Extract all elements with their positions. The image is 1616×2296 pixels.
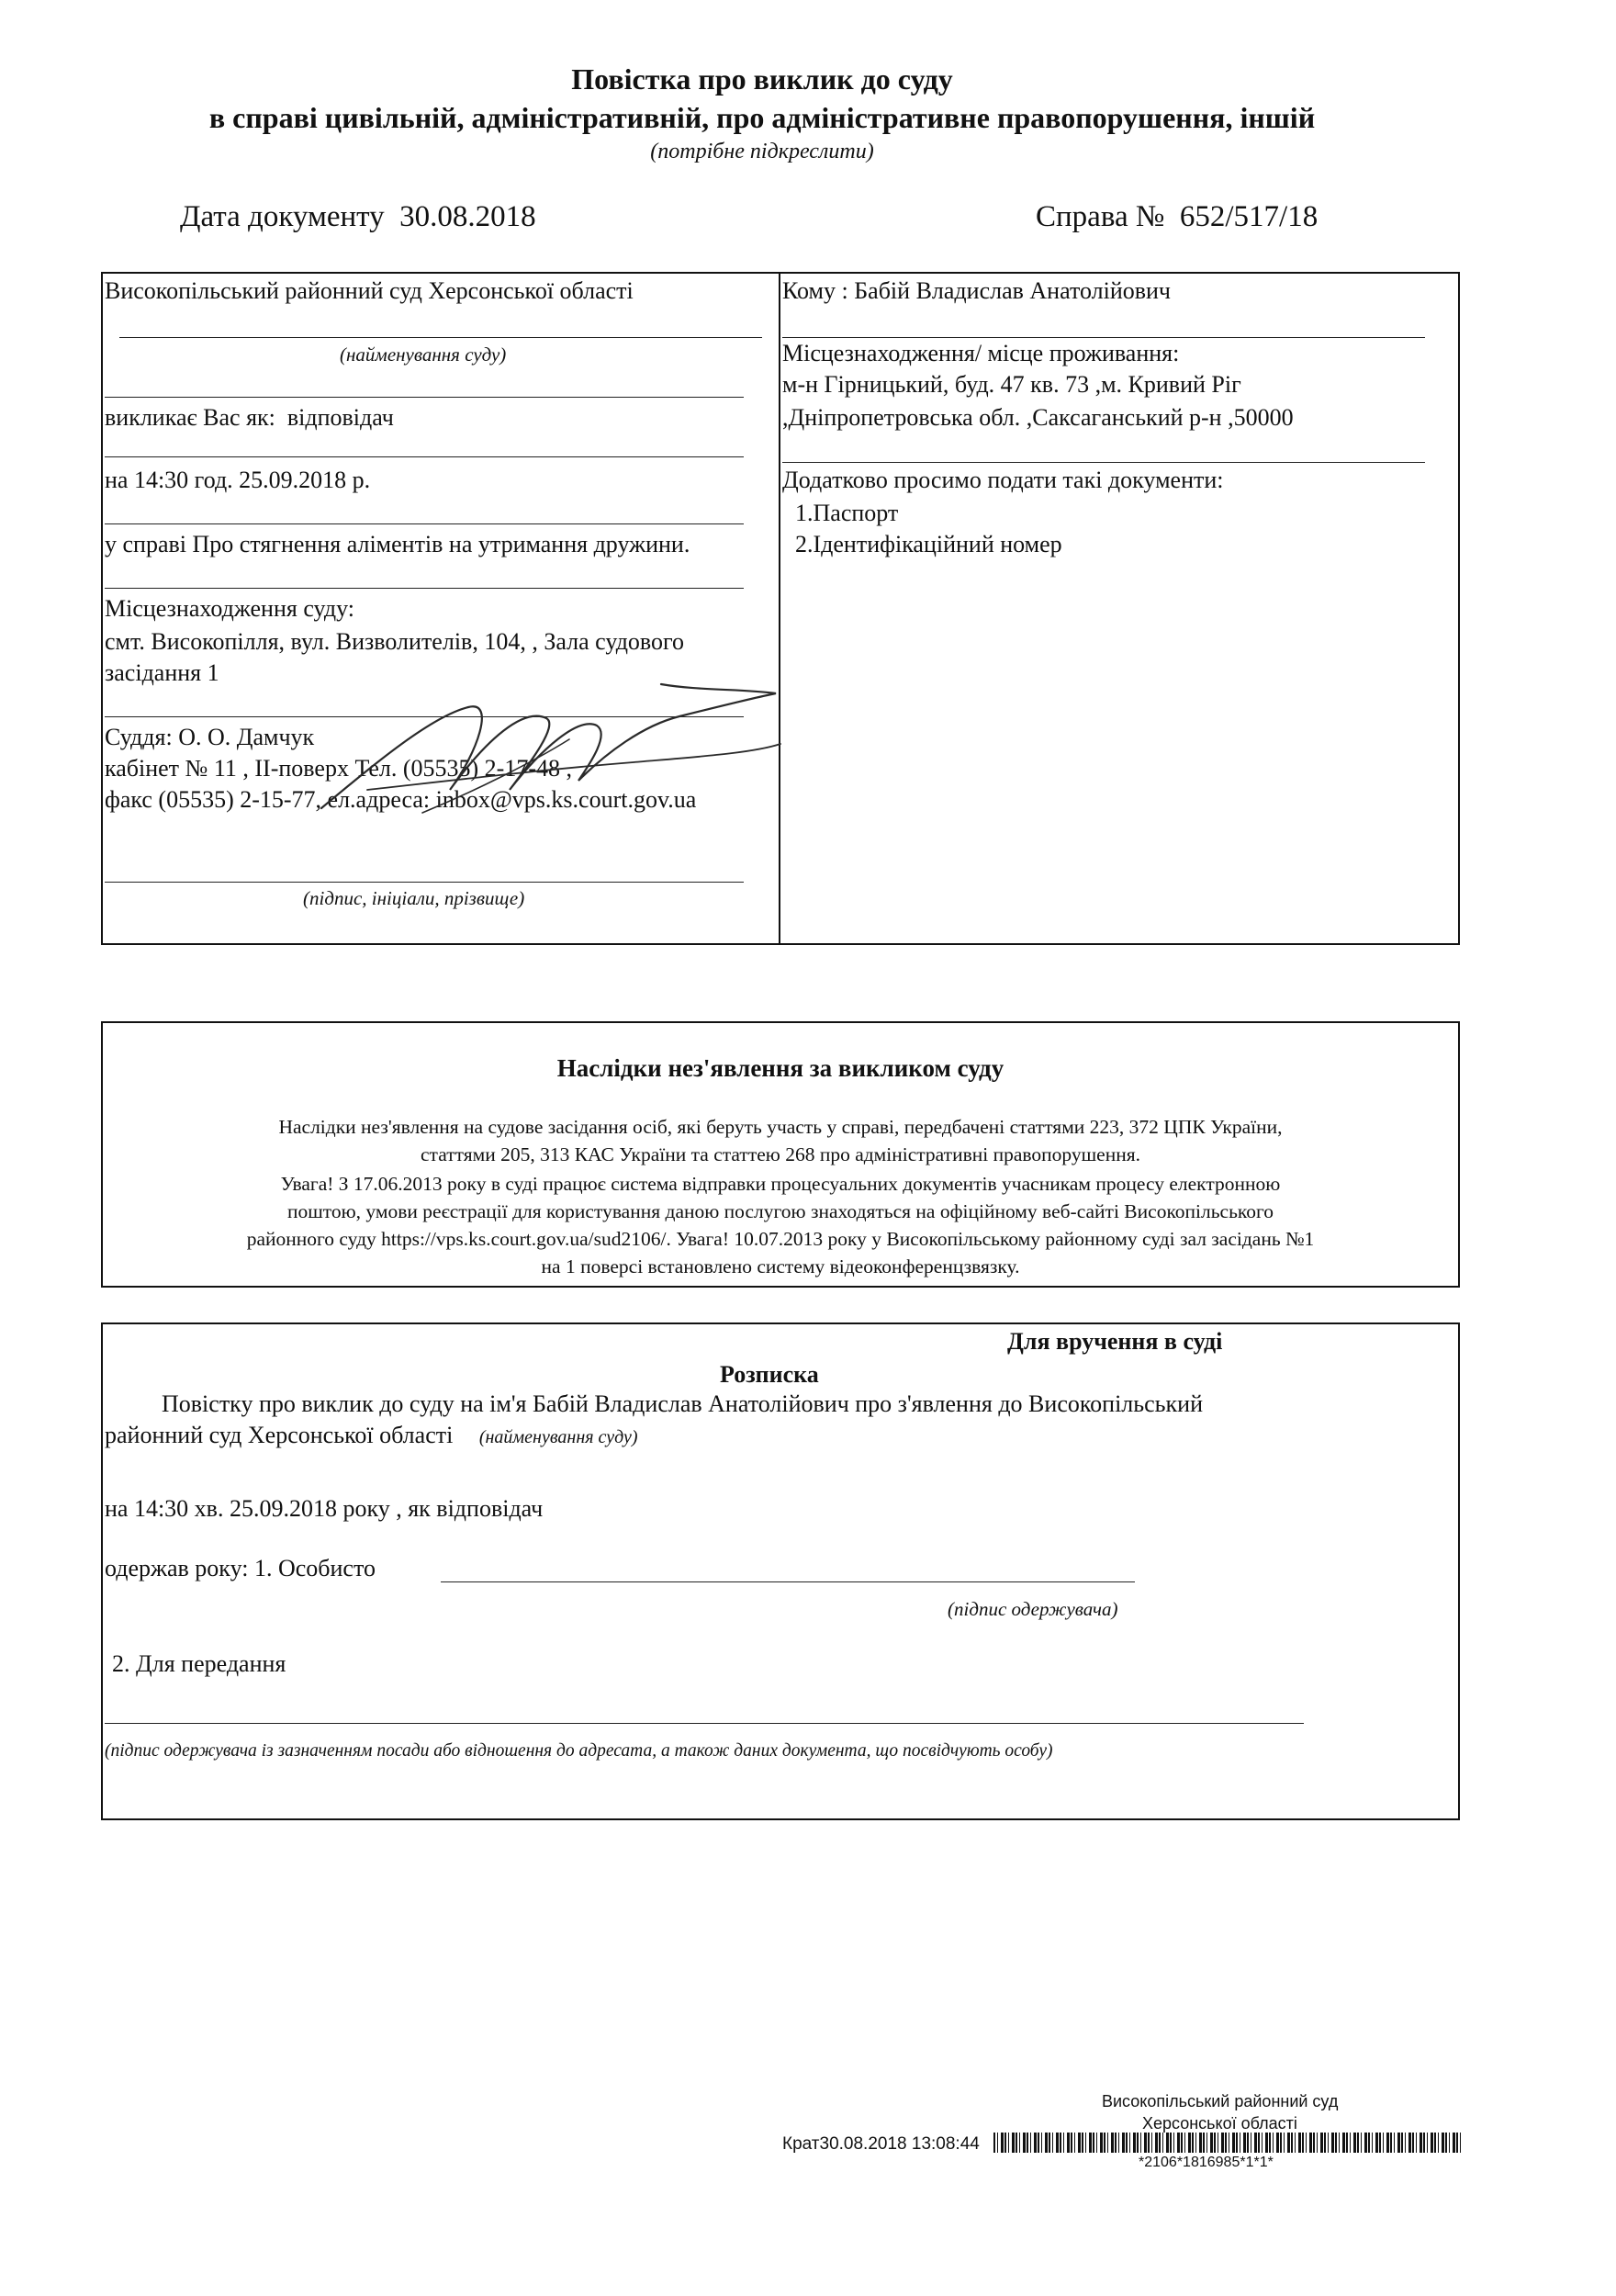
signature-line (105, 882, 744, 883)
divider-line (105, 523, 744, 524)
court-name: Високопільський районний суд Херсонської області (105, 277, 634, 304)
stamp-datetime (782, 2134, 980, 2155)
recipient-signature-line (441, 1581, 1135, 1582)
receipt-line1: Повістку про виклик до суду на ім'я Бабій Владислав Анатолійович про з'явлення до Високопільський (162, 1390, 1203, 1417)
court-caption: (найменування суду) (340, 343, 507, 366)
required-docs-label: Додатково просимо подати такі документи: (782, 467, 1224, 493)
divider-line (782, 337, 1425, 338)
court-location-line1: смт. Високопілля, вул. Визволителів, 104, , Зала судового (105, 628, 685, 655)
barcode-text: *2106*1816985*1*1* (1139, 2155, 1274, 2170)
receipt-time: на 14:30 хв. 25.09.2018 року , як відповідач (105, 1495, 544, 1522)
required-doc-2: 2.Ідентифікаційний номер (795, 531, 1062, 557)
stamp-datetime-value: 30.08.2018 13:08:44 (819, 2134, 980, 2154)
column-divider (779, 272, 780, 945)
stamp-prefix: Крат (782, 2134, 820, 2154)
stamp-court-line1: Високопільський районний суд (1102, 2092, 1339, 2110)
summons-role (105, 404, 394, 432)
received-line: одержав року: 1. Особисто (105, 1555, 376, 1581)
court-underline (119, 337, 762, 338)
case-number (1036, 200, 1318, 234)
recipient-caption: (підпис одержувача) (948, 1598, 1118, 1620)
judge-signature (312, 652, 790, 827)
court-location-line2: засідання 1 (105, 659, 219, 686)
transfer-line: 2. Для передання (112, 1650, 286, 1677)
transfer-caption: (підпис одержувача із зазначенням посади або відношення до адресата, а також даних документа, що посвідчують особу) (105, 1741, 1053, 1761)
date-value: 30.08.2018 (399, 200, 536, 233)
consequences-line1: Наслідки нез'явлення на судове засідання осіб, які беруть участь у справі, передбачені статтями 223, 372 ЦПК України, (278, 1116, 1283, 1138)
address-line2: ,Дніпропетровська обл. ,Саксаганський р-н ,50000 (782, 404, 1294, 431)
judge-name: Суддя: О. О. Дамчук (105, 724, 315, 750)
document-subtitle: в справі цивільній, адміністративній, про адміністративне правопорушення, іншій (208, 101, 1316, 134)
receipt-title: Розписка (720, 1361, 819, 1388)
transfer-signature-line (105, 1723, 1304, 1724)
address-label: Місцезнаходження/ місце проживання: (782, 340, 1180, 366)
divider-line (105, 456, 744, 457)
divider-line (105, 588, 744, 589)
required-doc-1: 1.Паспорт (795, 500, 899, 526)
consequences-line3: Увага! З 17.06.2013 року в суді працює система відправки процесуальних документів учасникам процесу електронною (280, 1173, 1281, 1195)
recipient-name: Кому : Бабій Владислав Анатолійович (782, 277, 1172, 304)
divider-line (105, 397, 744, 398)
consequences-line5: районного суду https://vps.ks.court.gov.ua/sud2106/. Увага! 10.07.2013 року у Високопільському районному суді зал засідань №1 (246, 1228, 1315, 1250)
hearing-time: на 14:30 год. 25.09.2018 р. (105, 467, 371, 493)
consequences-line6: на 1 поверсі встановлено систему відеоконференцзвязку. (541, 1255, 1020, 1277)
consequences-line4: поштою, умови реєстрації для користування даною послугою знаходяться на офіційному веб-сайті Високопільського (286, 1200, 1274, 1222)
signature-caption: (підпис, ініціали, прізвище) (303, 887, 525, 909)
receipt-line2 (105, 1422, 637, 1449)
document-title: Повістка про виклик до суду (571, 62, 953, 96)
barcode (993, 2133, 1464, 2153)
underline-hint: (потрібне підкреслити) (650, 140, 874, 163)
case-label: Справа № (1036, 200, 1165, 233)
document-date (180, 200, 536, 234)
consequences-line2: статтями 205, 313 КАС України та статтею 268 про адміністративні правопорушення. (421, 1143, 1140, 1165)
address-line1: м-н Гірницький, буд. 47 кв. 73 ,м. Кривий Ріг (782, 371, 1241, 398)
receipt-court-name: районний суд Херсонської області (105, 1422, 454, 1448)
case-value: 652/517/18 (1179, 200, 1319, 233)
divider-line (782, 462, 1425, 463)
stamp-court-line2: Херсонської області (1142, 2114, 1297, 2133)
consequences-title: Наслідки нез'явлення за викликом суду (556, 1054, 1004, 1082)
court-location-label: Місцезнаходження суду: (105, 595, 354, 622)
fax-email: факс (05535) 2-15-77, ел.адреса: inbox@vps.ks.court.gov.ua (105, 786, 697, 813)
summons-role-value: відповідач (286, 404, 394, 431)
summons-label: викликає Вас як: (105, 404, 275, 431)
cabinet-phone: кабінет № 11 , ІІ-поверх Тел. (05535) 2-17-48 , (105, 755, 572, 782)
case-subject: у справі Про стягнення аліментів на утримання дружини. (105, 531, 690, 557)
for-court-label: Для вручення в суді (1007, 1328, 1223, 1355)
date-label: Дата документу (180, 200, 385, 233)
receipt-court-caption: (найменування суду) (478, 1427, 638, 1447)
